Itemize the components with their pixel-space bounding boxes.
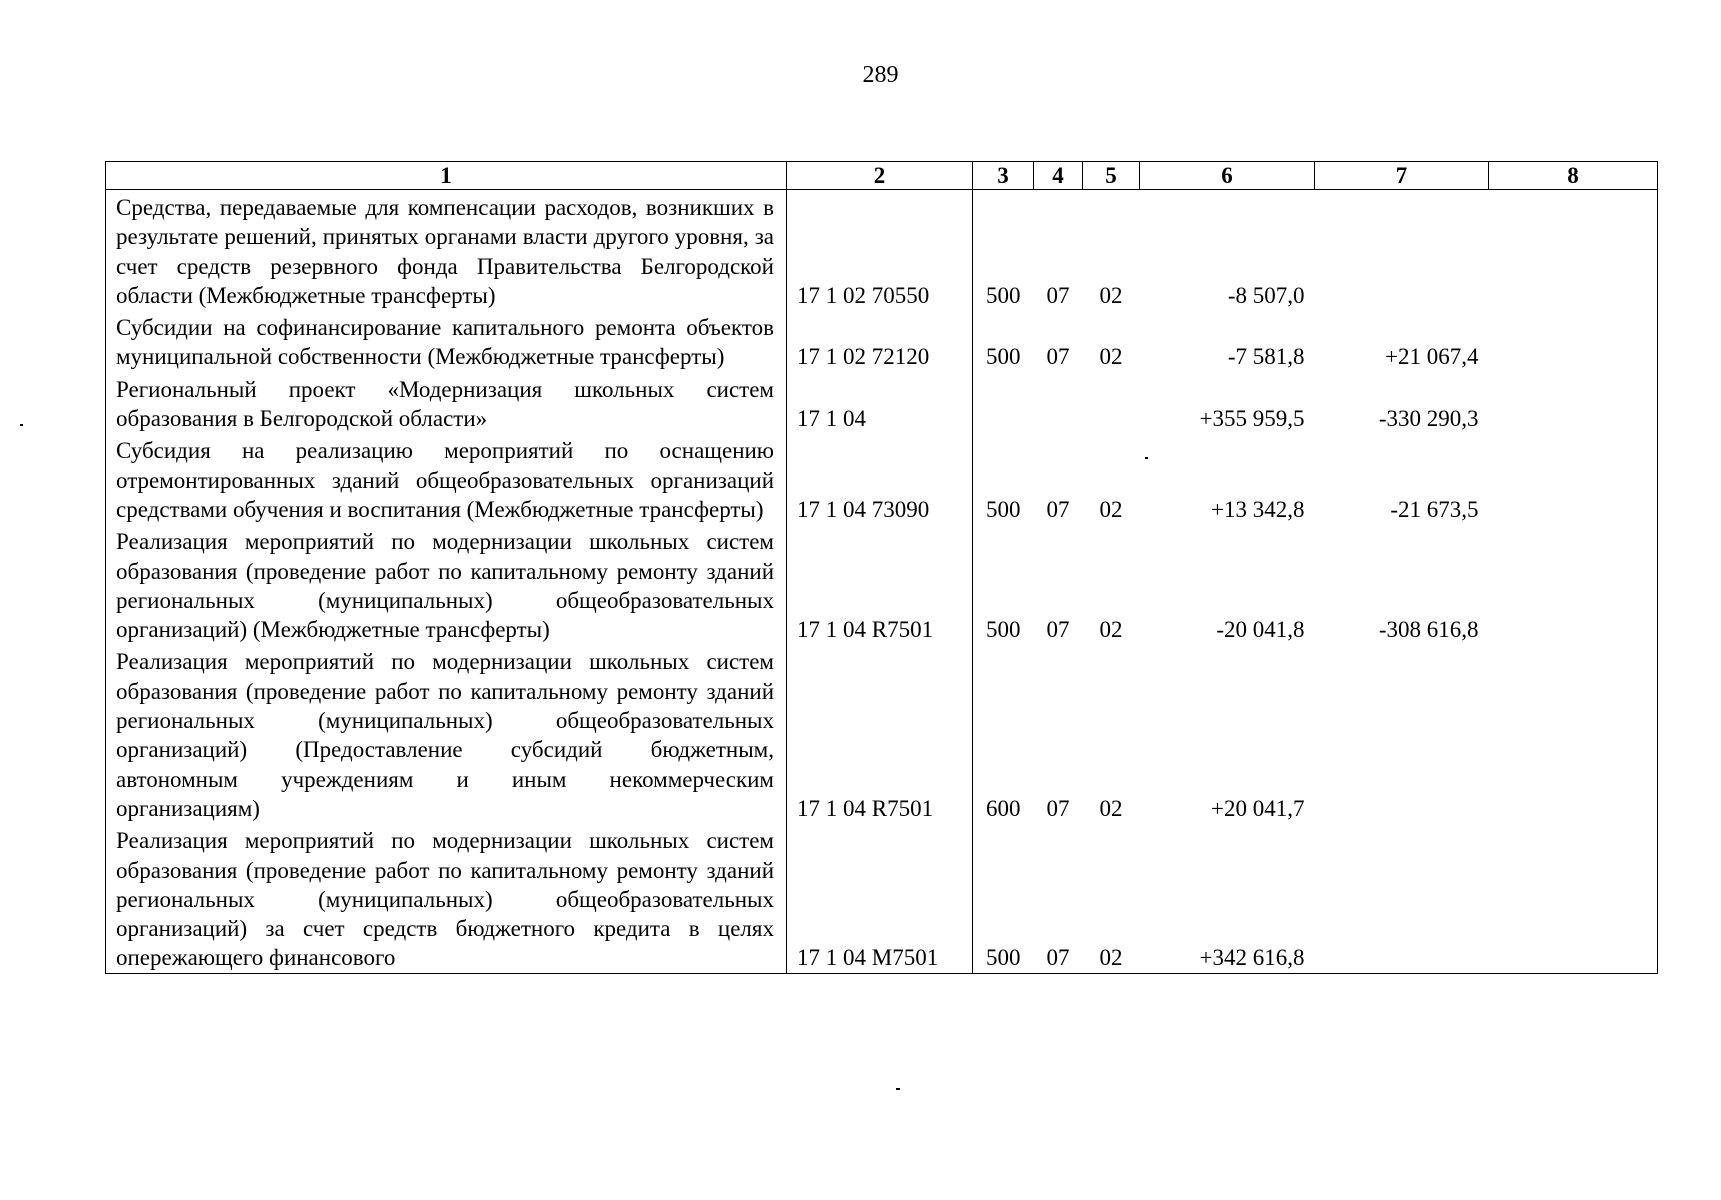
column-header-5: 5 — [1083, 162, 1140, 190]
row-pr: 02 — [1099, 496, 1123, 522]
scan-speck — [896, 1088, 900, 1090]
row-sum-1: -7 581,8 — [1227, 344, 1305, 370]
row-code: 17 1 04 R7501 — [787, 524, 973, 644]
row-sum-3 — [1489, 310, 1658, 372]
column-header-6: 6 — [1140, 162, 1315, 190]
row-pr — [1083, 372, 1140, 434]
table-row — [106, 190, 1658, 311]
row-sum-1: +342 616,8 — [1140, 823, 1315, 973]
row-sum-2: -330 290,3 — [1378, 406, 1479, 432]
row-pr: 02 — [1083, 823, 1140, 973]
column-header-7: 7 — [1315, 162, 1489, 190]
row-code: 17 1 02 70550 — [787, 190, 973, 311]
column-header-8: 8 — [1489, 162, 1658, 190]
row-vr: 500 — [973, 823, 1034, 973]
scan-speck — [20, 424, 23, 426]
row-sum-1: -8 507,0 — [1227, 282, 1305, 308]
row-name: Субсидии на софинансирование капитального ремонта объектов муниципальной собственности (Межбюджетные трансферты) — [106, 310, 787, 372]
row-name: Региональный проект «Модернизация школьных систем образования в Белгородской области» — [106, 372, 787, 434]
row-name: Реализация мероприятий по модернизации школьных систем образования (проведение работ по капитальному ремонту зданий региональных (муниципальных) общеобразовательных организаций) (Межбюджетные трансферты) — [106, 524, 787, 644]
row-pr: 02 — [1099, 344, 1123, 370]
row-name: Субсидия на реализацию мероприятий по оснащению отремонтированных зданий общеобразовательных организаций средствами обучения и воспитания (Межбюджетные трансферты) — [106, 433, 787, 524]
table-row — [106, 823, 1658, 973]
row-rz: 07 — [1046, 795, 1070, 821]
row-sum-3 — [1489, 190, 1658, 311]
row-sum-1: +13 342,8 — [1211, 496, 1305, 522]
row-name: Средства, передаваемые для компенсации расходов, возникших в результате решений, принятых органами власти другого уровня, за счет средств резервного фонда Правительства Белгородской области (Межбюджетные трансферты) — [106, 190, 787, 311]
row-rz: 07 — [1046, 344, 1070, 370]
page-number: 289 — [862, 62, 899, 88]
row-sum-1: -20 041,8 — [1216, 617, 1305, 643]
row-vr: 500 — [986, 282, 1021, 308]
row-rz: 07 — [1046, 617, 1070, 643]
row-sum-1: +355 959,5 — [1199, 406, 1305, 432]
row-sum-3 — [1489, 372, 1658, 434]
row-vr: 500 — [986, 617, 1021, 643]
row-sum-2 — [1315, 823, 1489, 973]
row-rz — [1034, 372, 1083, 434]
row-name: Реализация мероприятий по модернизации школьных систем образования (проведение работ по капитальному ремонту зданий региональных (муниципальных) общеобразовательных организаций) за счет средств бюджетного кредита в целях опережающего финансового — [106, 823, 787, 973]
row-rz: 07 — [1046, 282, 1070, 308]
row-code: 17 1 02 72120 — [787, 310, 973, 372]
scan-speck — [1145, 457, 1148, 459]
table-row — [106, 644, 1658, 823]
column-header-4: 4 — [1034, 162, 1083, 190]
header-row — [106, 162, 1658, 190]
row-code: 17 1 04 — [787, 372, 973, 434]
row-vr: 500 — [986, 344, 1021, 370]
row-vr: 600 — [986, 795, 1021, 821]
row-sum-2: +21 067,4 — [1385, 344, 1479, 370]
table-row — [106, 433, 1658, 524]
row-sum-2 — [1315, 644, 1489, 823]
row-sum-3 — [1489, 823, 1658, 973]
row-sum-2 — [1315, 190, 1489, 311]
row-pr: 02 — [1099, 795, 1123, 821]
column-header-2: 2 — [787, 162, 973, 190]
row-sum-1: +20 041,7 — [1211, 795, 1305, 821]
row-vr: 500 — [986, 496, 1021, 522]
row-sum-3 — [1489, 644, 1658, 823]
table-row — [106, 372, 1658, 434]
budget-table — [105, 161, 1658, 974]
column-header-3: 3 — [973, 162, 1034, 190]
row-code: 17 1 04 M7501 — [787, 823, 973, 973]
row-pr: 02 — [1099, 617, 1123, 643]
row-sum-3 — [1489, 433, 1658, 524]
column-header-1: 1 — [106, 162, 787, 190]
row-sum-2: -21 673,5 — [1390, 496, 1479, 522]
row-rz: 07 — [1046, 496, 1070, 522]
row-sum-3 — [1489, 524, 1658, 644]
row-code: 17 1 04 R7501 — [787, 644, 973, 823]
row-pr: 02 — [1099, 282, 1123, 308]
row-sum-2: -308 616,8 — [1378, 617, 1479, 643]
table-row — [106, 310, 1658, 372]
row-code: 17 1 04 73090 — [787, 433, 973, 524]
row-rz: 07 — [1034, 823, 1083, 973]
table-row — [106, 524, 1658, 644]
row-vr — [973, 372, 1034, 434]
row-name: Реализация мероприятий по модернизации школьных систем образования (проведение работ по капитальному ремонту зданий региональных (муниципальных) общеобразовательных организаций) (Предоставление субсидий бюджетным, автономным учреждениям и иным некоммерческим организациям) — [106, 644, 787, 823]
